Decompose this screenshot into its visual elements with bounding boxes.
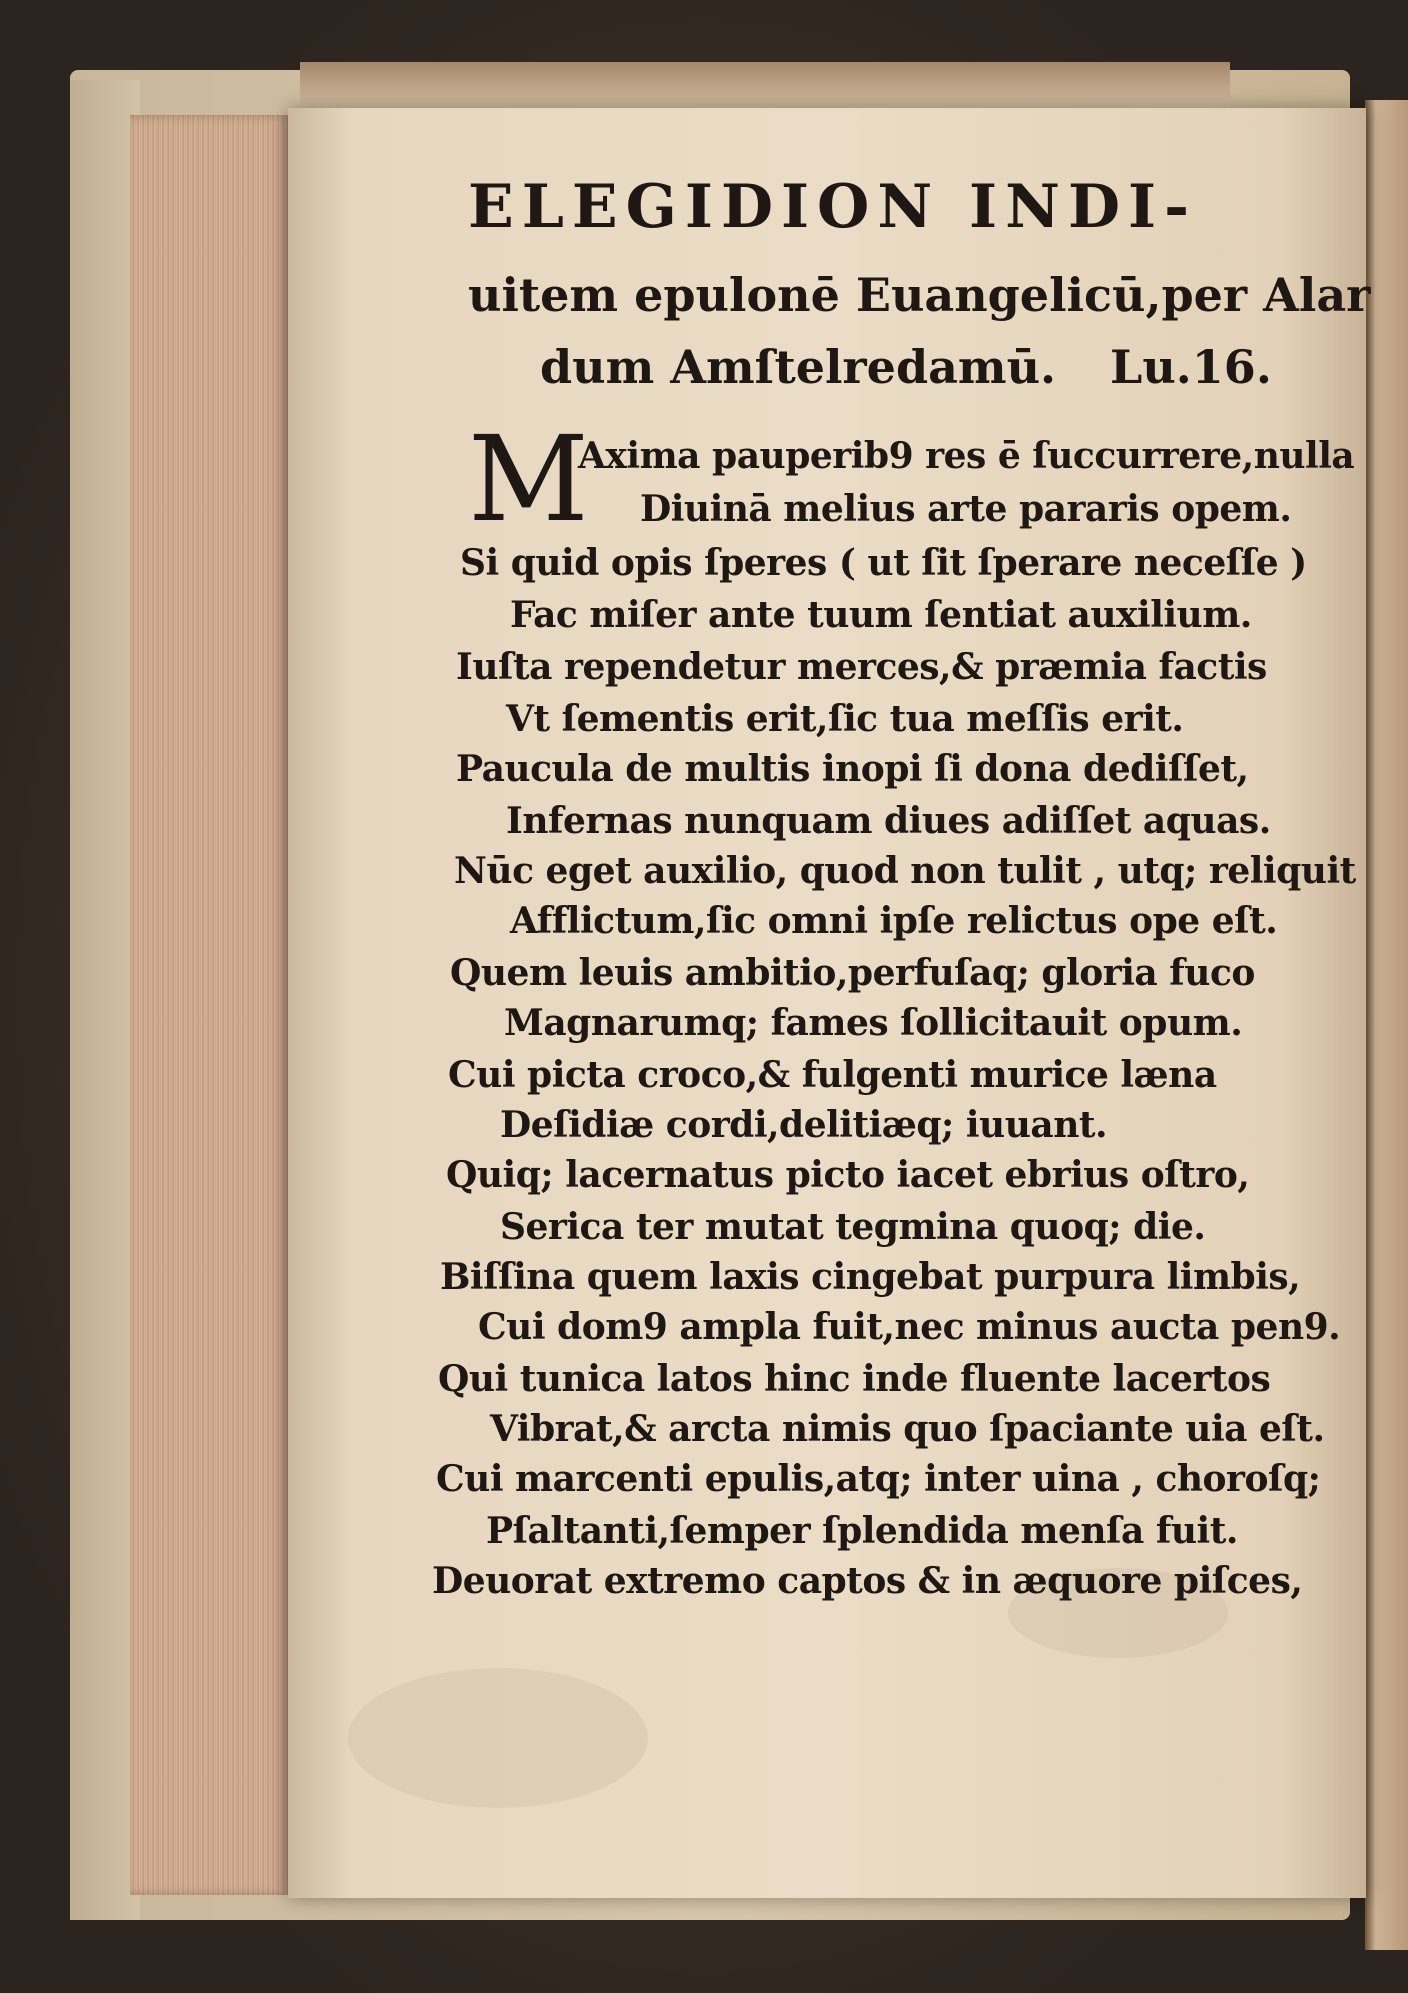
verse-line: Nūc eget auxilio, quod non tulit , utq; reliquit xyxy=(454,850,1356,892)
verse-line: Paucula de multis inopi ſi dona dediſſet, xyxy=(456,748,1249,790)
verse-line: Cui marcenti epulis,atq; inter uina , choroſq; xyxy=(436,1458,1321,1500)
heading-line-3 xyxy=(540,340,1272,394)
drop-cap: M xyxy=(468,410,589,548)
verse-line: Cui dom9 ampla fuit,nec minus aucta pen9. xyxy=(478,1306,1341,1348)
scripture-reference: Lu.16. xyxy=(1110,340,1272,394)
verse-line: Deſidiæ cordi,delitiæq; iuuant. xyxy=(500,1104,1108,1146)
verse-line: Infernas nunquam diues adiſſet aquas. xyxy=(506,800,1271,842)
verse-line: Vibrat,& arcta nimis quo ſpaciante uia eſt. xyxy=(490,1408,1325,1450)
verse-line: Serica ter mutat tegmina quoq; die. xyxy=(500,1206,1206,1248)
verse-line: Deuorat extremo captos & in æquore piſces, xyxy=(432,1560,1303,1602)
verse-line: Biſſina quem laxis cingebat purpura limbis, xyxy=(440,1256,1301,1298)
verse-line: Axima pauperib9 res ē ſuccurrere,nulla xyxy=(578,435,1355,477)
verse-line: Quem leuis ambitio,perfuſaq; gloria fuco xyxy=(450,952,1255,994)
heading-line-2: uitem epulonē Euangelicū,per Alar xyxy=(468,268,1371,322)
verse-line: Si quid opis ſperes ( ut ſit ſperare neceſſe ) xyxy=(460,542,1307,584)
verse-line: Iuſta rependetur merces,& præmia factis xyxy=(456,646,1267,688)
verse-line: Cui picta croco,& fulgenti murice læna xyxy=(448,1054,1217,1096)
heading-author: dum Amſtelredamū. xyxy=(540,340,1057,394)
verse-line: Qui tunica latos hinc inde fluente lacertos xyxy=(438,1358,1271,1400)
verse-line: Vt ſementis erit,ſic tua meſſis erit. xyxy=(506,698,1184,740)
verse-line: Diuinā melius arte pararis opem. xyxy=(640,488,1292,530)
verse-line: Fac miſer ante tuum ſentiat auxilium. xyxy=(510,594,1252,636)
verse-line: Magnarumq; fames ſollicitauit opum. xyxy=(504,1002,1243,1044)
verse-line: Pſaltanti,ſemper ſplendida menſa fuit. xyxy=(486,1510,1238,1552)
heading-line-1: ELEGIDION INDI- xyxy=(468,172,1197,242)
verse-line: Afflictum,ſic omni ipſe relictus ope eſt. xyxy=(510,900,1278,942)
verse-line: Quiq; lacernatus picto iacet ebrius oſtro, xyxy=(446,1154,1250,1196)
